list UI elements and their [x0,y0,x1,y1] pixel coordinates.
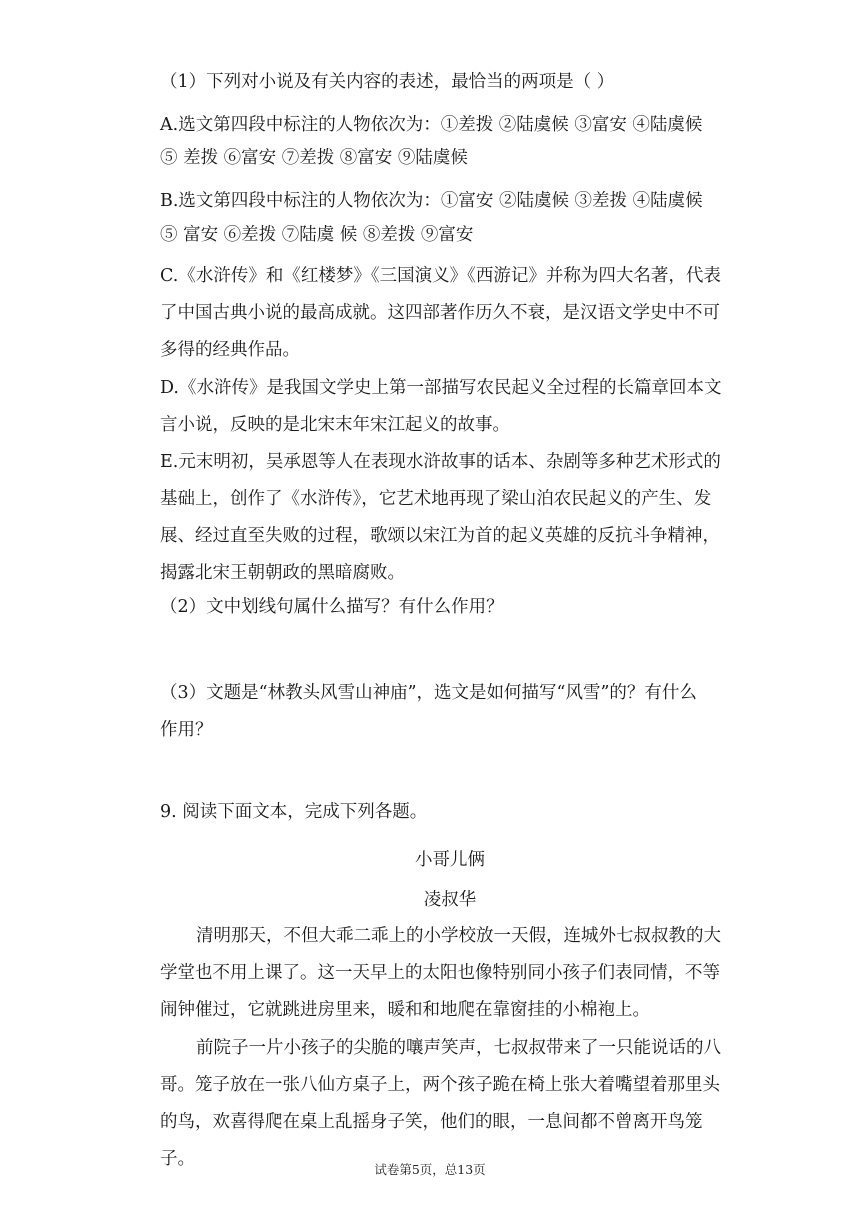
option-b-line-2: ⑤ 富安 ⑥差拨 ⑦陆虞 候 ⑧差拨 ⑨富安 [160,225,474,245]
option-e: E.元末明初，吴承恩等人在表现水浒故事的话本、杂剧等多种艺术形式的基础上，创作了《水浒传》，它艺术地再现了梁山泊农民起义的产生、发展、经过直至失败的过程，歌颂以宋江为首的起义英雄的反抗斗争精神，揭露北宋王朝朝政的黑暗腐败。 [160,452,721,583]
story-paragraph-1: 清明那天，不但大乖二乖上的小学校放一天假，连城外七叔叔教的大学堂也不用上课了。这一天早上的太阳也像特别同小孩子们表同情，不等闹钟催过，它就跳进房里来，暖和和地爬在靠窗挂的小棉袍上。 [160,926,721,1020]
question-3: （3）文题是“林教头风雪山神庙”，选文是如何描写“风雪”的？有什么作用？ [160,683,697,740]
option-a-line-1: A.选文第四段中标注的人物依次为：①差拨 ②陆虞候 ③富安 ④陆虞候 [160,115,703,135]
question-9-stem: 9. 阅读下面文本，完成下列各题。 [160,802,428,822]
option-b-line-1: B.选文第四段中标注的人物依次为：①富安 ②陆虞候 ③差拨 ④陆虞候 [160,191,703,211]
option-a-line-2: ⑤ 差拨 ⑥富安 ⑦差拨 ⑧富安 ⑨陆虞候 [160,148,468,168]
option-d: D.《水浒传》是我国文学史上第一部描写农民起义全过程的长篇章回本文言小说，反映的是北宋末年宋江起义的故事。 [160,378,722,435]
option-c: C.《水浒传》和《红楼梦》《三国演义》《西游记》并称为四大名著，代表了中国古典小说的最高成就。这四部著作历久不衰，是汉语文学史中不可多得的经典作品。 [160,266,721,360]
question-1-stem: （1）下列对小说及有关内容的表述，最恰当的两项是（ ） [160,72,615,92]
story-author: 凌叔华 [423,890,477,910]
page-footer: 试卷第5页，总13页 [374,1162,486,1177]
story-paragraph-2: 前院子一片小孩子的尖脆的嚷声笑声，七叔叔带来了一只能说话的八哥。笼子放在一张八仙方桌子上，两个孩子跪在椅上张大着嘴望着那里头的鸟，欢喜得爬在桌上乱摇身子笑，他们的眼，一息间都不曾离开鸟笼子。 [160,1038,721,1169]
story-title: 小哥儿俩 [415,850,485,870]
question-2: （2）文中划线句属什么描写？有什么作用？ [160,597,504,617]
